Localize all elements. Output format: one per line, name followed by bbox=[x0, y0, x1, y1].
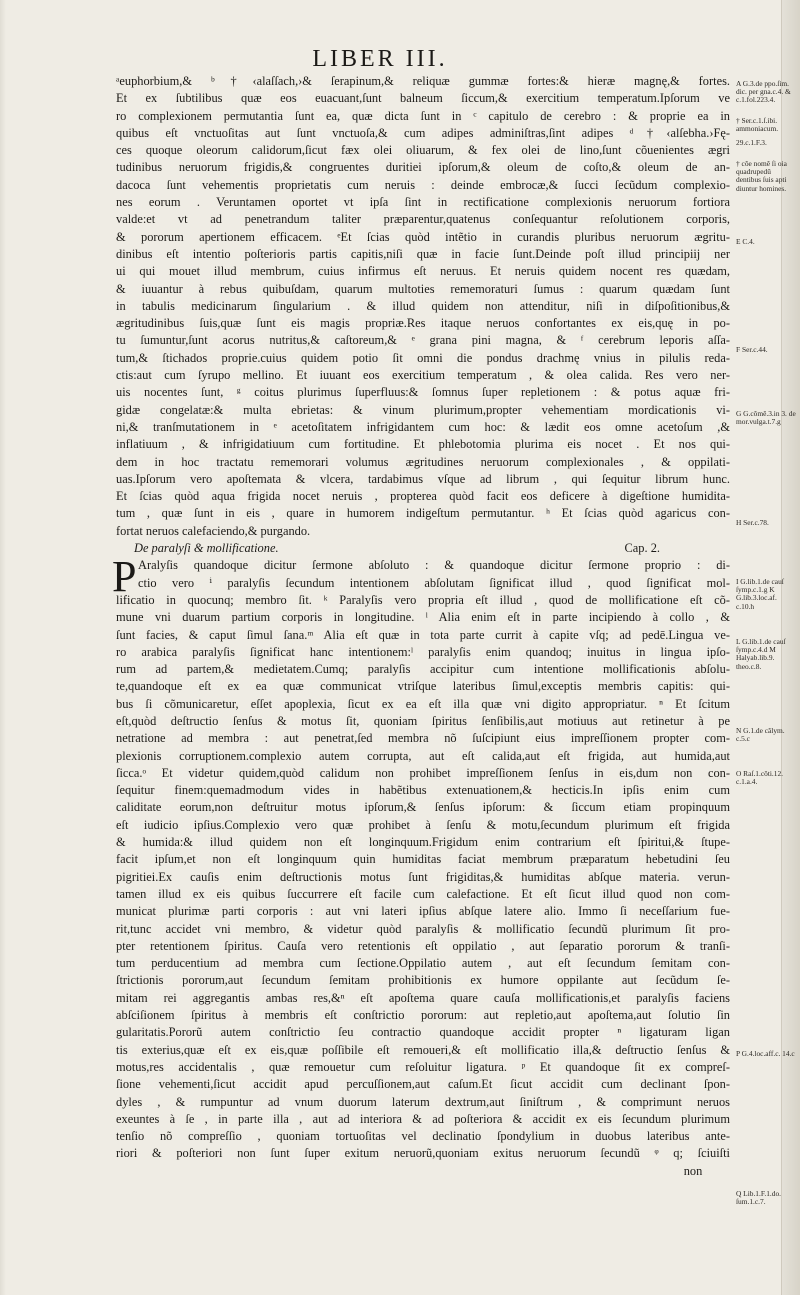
catchword: non bbox=[683, 1163, 703, 1178]
margin-note-text: G G.cõmẽ.3.in 3. de mor.vulga.t.7.g bbox=[736, 409, 796, 427]
text-line: in tabulis medicinarum ſingularium . & illud quidem non attenditur, niſi in diſpoſitionibus,& bbox=[116, 298, 730, 313]
text-line: ſtrictionis pororum,aut ſecundum ſemitam prohibitionis ex humore oppilante aut ſecũdum ſe- bbox=[116, 973, 730, 988]
text-line: rum ad partem,& medietatem.Cumq; paralyſis accipitur cum intentione mollificationis abſolu- bbox=[116, 662, 730, 677]
text-line: quibus eſt vnctuoſitas aut ſunt vnctuoſa,& cum adipes adminiſtras,ſint adipes ᵈ†‹alſebha.›Fę- bbox=[116, 125, 730, 140]
margin-note bbox=[736, 238, 796, 246]
text-line: exeuntes à ſe , in parte illa , aut ad interiora & ad poſteriora & accidit ex eis ſecundum plurimum bbox=[116, 1111, 730, 1126]
text-line: tum , quæ ſunt in eis , quare in humorem indigeſtum permutantur. ʰ Et ſcias quòd agaricus con- bbox=[116, 506, 730, 521]
text-line: pter retentionem ſpiritus. Cauſa vero retentionis eſt oppilatio , aut ſeparatio pororum & tranſi- bbox=[116, 938, 730, 953]
text-line: caliditate eorum,non deſtruitur motus ipſorum,& ſenſus ipſorum: & ſiccum etiam propinquum bbox=[116, 800, 730, 815]
text-line: Aralyſis quandoque dicitur ſermone abſoluto : & quandoque dicitur ſermone proprio : di- bbox=[138, 558, 730, 573]
text-line: dacoca ſunt vehementis proprietatis cum neruis : deinde embrocæ,& ſucci ſecũdum complexio- bbox=[116, 177, 730, 192]
margin-note-text: H Ser.c.78. bbox=[736, 518, 769, 527]
text-line: eſt iudicio ipſius.Complexio vero quæ prohibet à ſenſu & motu,ſecundum plurimum eſt frigida bbox=[116, 817, 730, 832]
text-line: tamen illud ex eis quibus ſuccurrere eſt facile cum calefactione. Et eſt ſicut illud quod non com- bbox=[116, 886, 730, 901]
text-line: tum perducentium ad membra cum ſectione.Oppilatio autem , aut eſt ſecundum ſemitam con- bbox=[116, 956, 730, 971]
margin-note bbox=[736, 346, 796, 354]
text-line: bus ſi cõmunicaretur, eſſet apoplexia, ſicut ex ea eſt illa quæ vni digito appropriatur. ⁿ Et ſcitum bbox=[116, 696, 730, 711]
text-line: dyles , & rumpuntur ad vnum duorum laterum dextrum,aut ſiniſtrum , & comprimunt neruos bbox=[116, 1094, 730, 1109]
text-line: Et ex ſubtilibus quæ eos euacuant,ſunt balneum ſiccum,& exercitium temperatum.Ipſorum ve bbox=[116, 91, 730, 106]
text-line: ro complexionem permutantia ſunt ea, quæ dicta ſunt in ᶜ capitulo de cerebro : & proprie ea in bbox=[116, 108, 730, 123]
margin-note bbox=[736, 578, 796, 611]
text-line: & iuuantur à rebus quibuſdam, quarum multoties rememoraturi ſumus : quarum quædam ſunt bbox=[116, 281, 730, 296]
margin-note-text: L G.lib.1.de cauſ ſymp.c.4.d M Halyab.lib.9. theo.c.8. bbox=[736, 637, 786, 671]
text-line: plexionis corruptionem.complexio autem corrupta, aut eſt calida,aut eſt frigida, aut humida,aut bbox=[116, 748, 730, 763]
margin-note bbox=[736, 410, 796, 426]
margin-note-text: P G.4.loc.aff.c. 14.c bbox=[736, 1049, 795, 1058]
text-line: uis nocentes ſunt, ᵍ coitus plurimus ſuperfluus:& ſomnus ſuper repletionem : & potus aquæ fri- bbox=[116, 385, 730, 400]
text-line: tu ſumuntur,ſunt acorus nutritus,& caſtoreum,& ᵉ grana pini magna, & ᶠ cerebrum leporis aſſa- bbox=[116, 333, 730, 348]
margin-note-text: O Raſ.1.cõti.12. c.1.a.4. bbox=[736, 769, 784, 787]
text-line: abſciſionem ſpiritus à membris eſt conſtrictio pororum: aut repletio,aut apoſtema,aut ſolutio ſin bbox=[116, 1008, 730, 1023]
text-line: riori & poſteriori non ſunt ſuper exitum neruorũ,quoniam exitus neruorum ſecundũ ᵠ q; ſciuiſti bbox=[116, 1146, 730, 1161]
text-line: gidæ congelatæ:& multa ebrietas: & vinum plurimum,propter vehementiam mordicationis vi- bbox=[116, 402, 730, 417]
margin-note-text: F Ser.c.44. bbox=[736, 345, 768, 354]
text-line: tudinibus neruorum frigidis,& congruentes duritiei ipſorum,& oleum de coſto,& oleum de an- bbox=[116, 160, 730, 175]
margin-note bbox=[736, 727, 796, 743]
text-line: uas.Ipſorum vero apoſtemata & vlcera, tardabimus vſque ad librum , qui ſequitur librum hunc. bbox=[116, 471, 730, 486]
text-line: ctis:aut cum ſyrupo mellino. Et iuuant eos exercitium temperatum , & olea calida. Res vero ner- bbox=[116, 368, 730, 383]
text-line: ᵃeuphorbium,& ᵇ†‹alaſſach,›& ſerapinum,& reliquæ gummæ fortes:& hieræ magnę,& fortes. bbox=[116, 74, 730, 88]
text-line: & humida:& illud quidem non eſt longinquum.Frigidum enim contrarium eſt ſpiritui,& ſtupe- bbox=[116, 835, 730, 850]
text-line: ctio vero ⁱ paralyſis ſecundum intentionem abſolutam ſignificat illud , quod ſignificat mol- bbox=[138, 575, 730, 590]
running-head: LIBER III. bbox=[312, 46, 448, 72]
margin-note-text: † Ser.c.1.ſ.ibi. ammoniacum. bbox=[736, 116, 779, 134]
text-line: mune vni duarum partium corporis in longitudine. ˡ Alia enim eſt in parte incipiendo à collo , & bbox=[116, 610, 730, 625]
margin-note bbox=[736, 519, 796, 527]
margin-note bbox=[736, 117, 796, 133]
paragraph-block-1 bbox=[116, 73, 730, 540]
paragraph-block-2-wrap bbox=[112, 552, 730, 1162]
text-line: gularitatis.Pororũ autem conſtrictio ſeu contractio quandoque accidit propter ⁿ ligaturam ligan bbox=[116, 1025, 730, 1040]
margin-note-text: N G.1.de cãlym. c.5.c bbox=[736, 726, 785, 744]
text-line: pigritiei.Ex cauſis enim deſtructionis motus ſunt frigiditas,& humiditas abſque materia. verun- bbox=[116, 869, 730, 884]
text-line: municat plurimæ parti corporis : aut vni lateri ipſius abſque latere alio. Immo ſi neceſſarium fue- bbox=[116, 904, 730, 919]
text-line: ſicca.ᵒ Et videtur quidem,quòd calidum non prohibet impreſſionem ſenſus in eis,dum non con- bbox=[116, 765, 730, 780]
text-line: nes eorum . Veruntamen oportet vt ipſa ſint in rectificatione complexionis neruorum fortiora bbox=[116, 195, 730, 210]
text-line: tum,& ſtichados proprie.cuius quidem potio ſit omni die pondus drachmę vnius in pilulis reda- bbox=[116, 350, 730, 365]
text-line: ro arabica paralyſis ſignificat hanc intentionem:ˡ paralyſis enim quandoq; inuitus in lingua ipſo- bbox=[116, 644, 730, 659]
text-line: lificatio in quocunq; membro ſit. ᵏ Paralyſis vero propria eſt illud , quod de mollificatione eſt cõ- bbox=[116, 592, 730, 607]
page-gutter-shadow bbox=[0, 0, 6, 1295]
text-line: fortat neruos calefaciendo,& purgando. bbox=[116, 523, 311, 538]
drop-cap: P bbox=[112, 552, 137, 602]
margin-note-text: 29.c.1.F.3. bbox=[736, 138, 767, 147]
text-line: te,quandoque eſt ex ea quæ communicat vtriſque lateribus ſimul,exceptis membris capitis: qui- bbox=[116, 679, 730, 694]
margin-note bbox=[736, 1050, 796, 1058]
margin-note-text: Q Lib.1.F.1.do. ſum.1.c.7. bbox=[736, 1189, 781, 1207]
text-line: tenſio nõ compreſſio , quoniam tortuoſitas vel declinatio ſpondylium in duobus lateribus ante- bbox=[116, 1129, 730, 1144]
text-line: tis exterius,quæ eſt ex eis,quæ poſſibile eſt remoueri,& eſt mollificatio illa,& deſtructio ſenſus & bbox=[116, 1042, 730, 1057]
chapter-heading bbox=[116, 540, 730, 557]
margin-note bbox=[736, 1190, 796, 1206]
margin-note-text: I G.lib.1.de cauſ ſymp.c.1.g K G.lib.3.loc.af. c.10.h bbox=[736, 577, 784, 611]
text-line: eſt,quòd deſtructio ſenſus & motus ſit, quoniam ſpiritus ſenſibilis,aut motiuus aut retinetur à pe bbox=[116, 713, 730, 728]
chapter-title: De paralyſi & mollificatione. bbox=[134, 541, 279, 556]
text-line: dem in hoc tractatu rememorari volumus ægritudines neruorum complexionales , & oppilati- bbox=[116, 454, 730, 469]
text-line: rit,tunc accidet vni membro, & videtur quòd paralyſis & mollificatio ſecundũ plurimum ſit pro- bbox=[116, 921, 730, 936]
text-line: mitam rei aggregantis ambas res,&ⁿ eſt apoſtema quare cauſa mollificationis,et paralyſis faciens bbox=[116, 990, 730, 1005]
text-line: ces quoque oleorum calidorum,ſicut fæx olei oliuarum, & fex olei de lino,ſunt cõuenientes ægri bbox=[116, 143, 730, 158]
text-line: valde:et vt ad penetrandum taliter præparentur,quatenus conſequantur reſolutionem corporis, bbox=[116, 212, 730, 227]
text-line: ni,& tranſmutationem in ᵉ acetoſitatem infrigidantem cum hoc: & lædit eos omne acetoſum ,& bbox=[116, 419, 730, 434]
text-line: dinibus eſt intentio poſterioris partis capitis,niſi quæ in facie ſunt.Deinde poſt illud principiĳ ner bbox=[116, 246, 730, 261]
margin-note bbox=[736, 770, 796, 786]
chapter-number: Cap. 2. bbox=[624, 541, 660, 556]
text-line: ui qui mouet illud membrum, cuius infirmus eſt neruus. Et neruis quidem nocent res quædam, bbox=[116, 264, 730, 279]
text-line: Et ſcias quòd aqua frigida nocet neruis , propterea quòd facit eos deficere à digeſtione humidita- bbox=[116, 489, 730, 504]
margin-note bbox=[736, 139, 796, 147]
margin-note-text: † cõe nomẽ ſi oia quadrupedũ dentibus ſuis apti diuntur homines. bbox=[736, 159, 787, 193]
main-text bbox=[112, 73, 730, 1180]
margin-note bbox=[736, 80, 796, 105]
text-line: ſunt facies, & caput ſimul ſana.ᵐ Alia eſt quæ in tota parte currit à capite vſq; ad pedē.Lingua ve- bbox=[116, 627, 730, 642]
margin-note bbox=[736, 160, 796, 193]
margin-note bbox=[736, 638, 796, 671]
text-line: ægritudinibus ſuis,quæ ſunt eis magis propriæ.Res itaque neruos confortantes ex eis,quę in po- bbox=[116, 316, 730, 331]
margin-note-text: E C.4. bbox=[736, 237, 755, 246]
text-line: netratione ad membra : aut penetrat,ſed membra nõ ſuſcipiunt eius impreſſionem propter com- bbox=[116, 731, 730, 746]
text-line: inflatiuum , & infrigidatiuum cum fortitudine. Et phlebotomia plurima eis nocet . Et nos qui- bbox=[116, 437, 730, 452]
text-line: ſione vehementi,ſicut accidit apud percuſſionem,aut caſum.Et ſicut accidit cum declinant ſpon- bbox=[116, 1077, 730, 1092]
text-line: facit ipſum,et non eſt longinquum quin humiditas faciat membrum præparatum hebetudini ſeu bbox=[116, 852, 730, 867]
paragraph-block-2 bbox=[116, 557, 730, 1162]
text-line: motus,res accidentalis , quæ remouetur cum reſoluitur ligatura. ᵖ Et quandoque ſit ex compreſ- bbox=[116, 1059, 730, 1074]
text-line: ſequitur finem:quemadmodum vides in habẽtibus extenuationem,& hecticis.In ipſis enim cum bbox=[116, 783, 730, 798]
text-line: & pororum apertionem efficacem. ᵉEt ſcias quòd intẽtio in curandis pluribus neruorum ægritu- bbox=[116, 229, 730, 244]
margin-note-text: A G.3.de ppo.ſim. dic. per gna.c.4. & c.1.fol.223.4. bbox=[736, 79, 791, 105]
